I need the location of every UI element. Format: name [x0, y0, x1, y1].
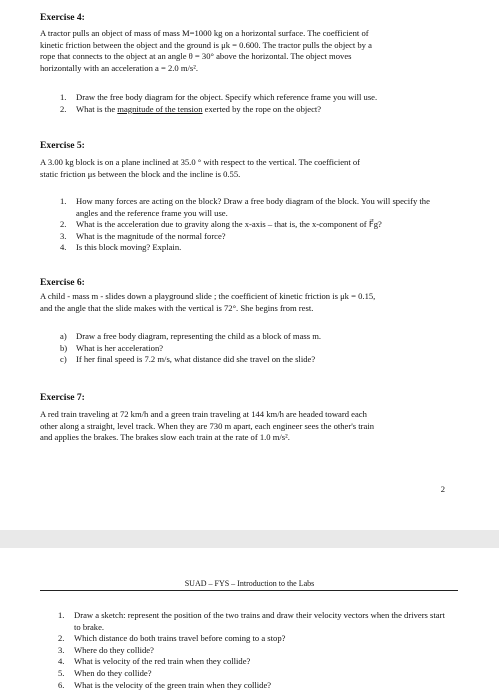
- item-text: Where do they collide?: [74, 644, 154, 655]
- item-number: 4.: [60, 242, 67, 253]
- item-number: 1.: [60, 196, 67, 206]
- item-text: If her final speed is 7.2 m/s, what distance did she travel on the slide?: [76, 354, 316, 365]
- exercise-4-questions: [60, 92, 451, 115]
- item-number: 1.: [60, 92, 67, 102]
- list-item: [60, 196, 451, 219]
- item-number: 2.: [60, 219, 67, 230]
- item-text: Draw a sketch: represent the position of the two trains and draw their velocity vectors when the drivers start to brake.: [74, 610, 445, 632]
- running-header: SUAD – FYS – Introduction to the Labs: [184, 579, 315, 588]
- item-number: 2.: [60, 103, 67, 114]
- list-item: [60, 331, 451, 343]
- exercise-6-questions: [60, 331, 451, 366]
- item-text: Draw a free body diagram, representing the child as a block of mass m.: [76, 331, 322, 341]
- exercise-4-title: Exercise 4:: [40, 12, 85, 23]
- text-line: and applies the brakes. The brakes slow each train at the rate of 1.0 m/s².: [40, 432, 290, 443]
- item-number: b): [60, 342, 68, 353]
- item-text: How many forces are acting on the block? Draw a free body diagram of the block. You will specify the angles and the reference frame you will use.: [76, 196, 430, 218]
- text-line: kinetic friction between the object and the ground is μk = 0.600. The tractor pulls the object by a: [40, 39, 372, 50]
- text-line: other along a straight, level track. When they are 730 m apart, each engineer sees the other's train: [40, 420, 375, 431]
- item-number: 6.: [58, 679, 65, 690]
- item-text: Which distance do both trains travel before coming to a stop?: [74, 633, 286, 644]
- exercise-5-text: [40, 157, 450, 180]
- item-text: What is the acceleration due to gravity along the x-axis – that is, the x-component of F⃗g?: [76, 219, 382, 230]
- page-separator: [0, 530, 499, 548]
- underlined-text: magnitude of the tension: [117, 103, 203, 114]
- item-text: exerted by the rope on the object?: [202, 103, 322, 114]
- exercise-6-text: [40, 291, 450, 314]
- item-number: 5.: [58, 667, 65, 678]
- item-text: When do they collide?: [74, 667, 152, 678]
- item-text: Draw the free body diagram for the object. Specify which reference frame you will use.: [76, 92, 378, 102]
- text-line: rope that connects to the object at an angle θ = 30° above the horizontal. The object moves: [40, 51, 352, 62]
- text-line: A child - mass m - slides down a playground slide ; the coefficient of kinetic friction is μk = 0.15,: [40, 291, 376, 301]
- item-text: What is velocity of the red train when they collide?: [74, 656, 251, 667]
- list-item: [58, 656, 449, 668]
- item-text: What is the magnitude of the normal force?: [76, 230, 226, 241]
- list-item: [60, 231, 451, 243]
- text-line: A 3.00 kg block is on a plane inclined at 35.0 ° with respect to the vertical. The coefficient of: [40, 157, 361, 167]
- text-line: horizontally with an acceleration a = 2.0 m/s².: [40, 62, 199, 73]
- list-item: [60, 219, 451, 231]
- page-number: 2: [440, 484, 445, 494]
- list-item: [60, 92, 451, 104]
- exercise-7-text: [40, 409, 450, 444]
- item-number: 3.: [58, 644, 65, 655]
- exercise-5-questions: [60, 196, 451, 254]
- list-item: [60, 242, 451, 254]
- item-number: 4.: [58, 656, 65, 667]
- exercise-6-title: Exercise 6:: [40, 277, 85, 288]
- item-number: a): [60, 331, 67, 341]
- item-number: 3.: [60, 230, 67, 241]
- text-line: A red train traveling at 72 km/h and a green train traveling at 144 km/h are headed toward each: [40, 409, 367, 419]
- list-item: [58, 645, 449, 657]
- item-text: Is this block moving? Explain.: [76, 242, 182, 253]
- text-line: and the angle that the slide makes with the vertical is 72°. She begins from rest.: [40, 302, 314, 313]
- list-item: [58, 610, 449, 633]
- item-text: What is the velocity of the green train when they collide?: [74, 679, 272, 690]
- item-text: What is the: [76, 103, 118, 114]
- item-number: 2.: [58, 633, 65, 644]
- item-text: What is her acceleration?: [76, 342, 164, 353]
- exercise-5-title: Exercise 5:: [40, 140, 85, 151]
- item-number: 1.: [58, 610, 65, 620]
- list-item: [58, 680, 449, 692]
- text-line: A tractor pulls an object of mass of mass M=1000 kg on a horizontal surface. The coefficient of: [40, 28, 369, 38]
- list-item: [60, 354, 451, 366]
- list-item: [58, 668, 449, 680]
- header-rule: [40, 590, 458, 591]
- list-item: [58, 633, 449, 645]
- list-item: [60, 343, 451, 355]
- exercise-7-questions: [58, 610, 449, 691]
- item-number: c): [60, 354, 67, 365]
- exercise-4-text: [40, 28, 450, 74]
- text-line: static friction μs between the block and the incline is 0.55.: [40, 168, 241, 179]
- exercise-7-title: Exercise 7:: [40, 392, 85, 403]
- list-item: [60, 104, 451, 116]
